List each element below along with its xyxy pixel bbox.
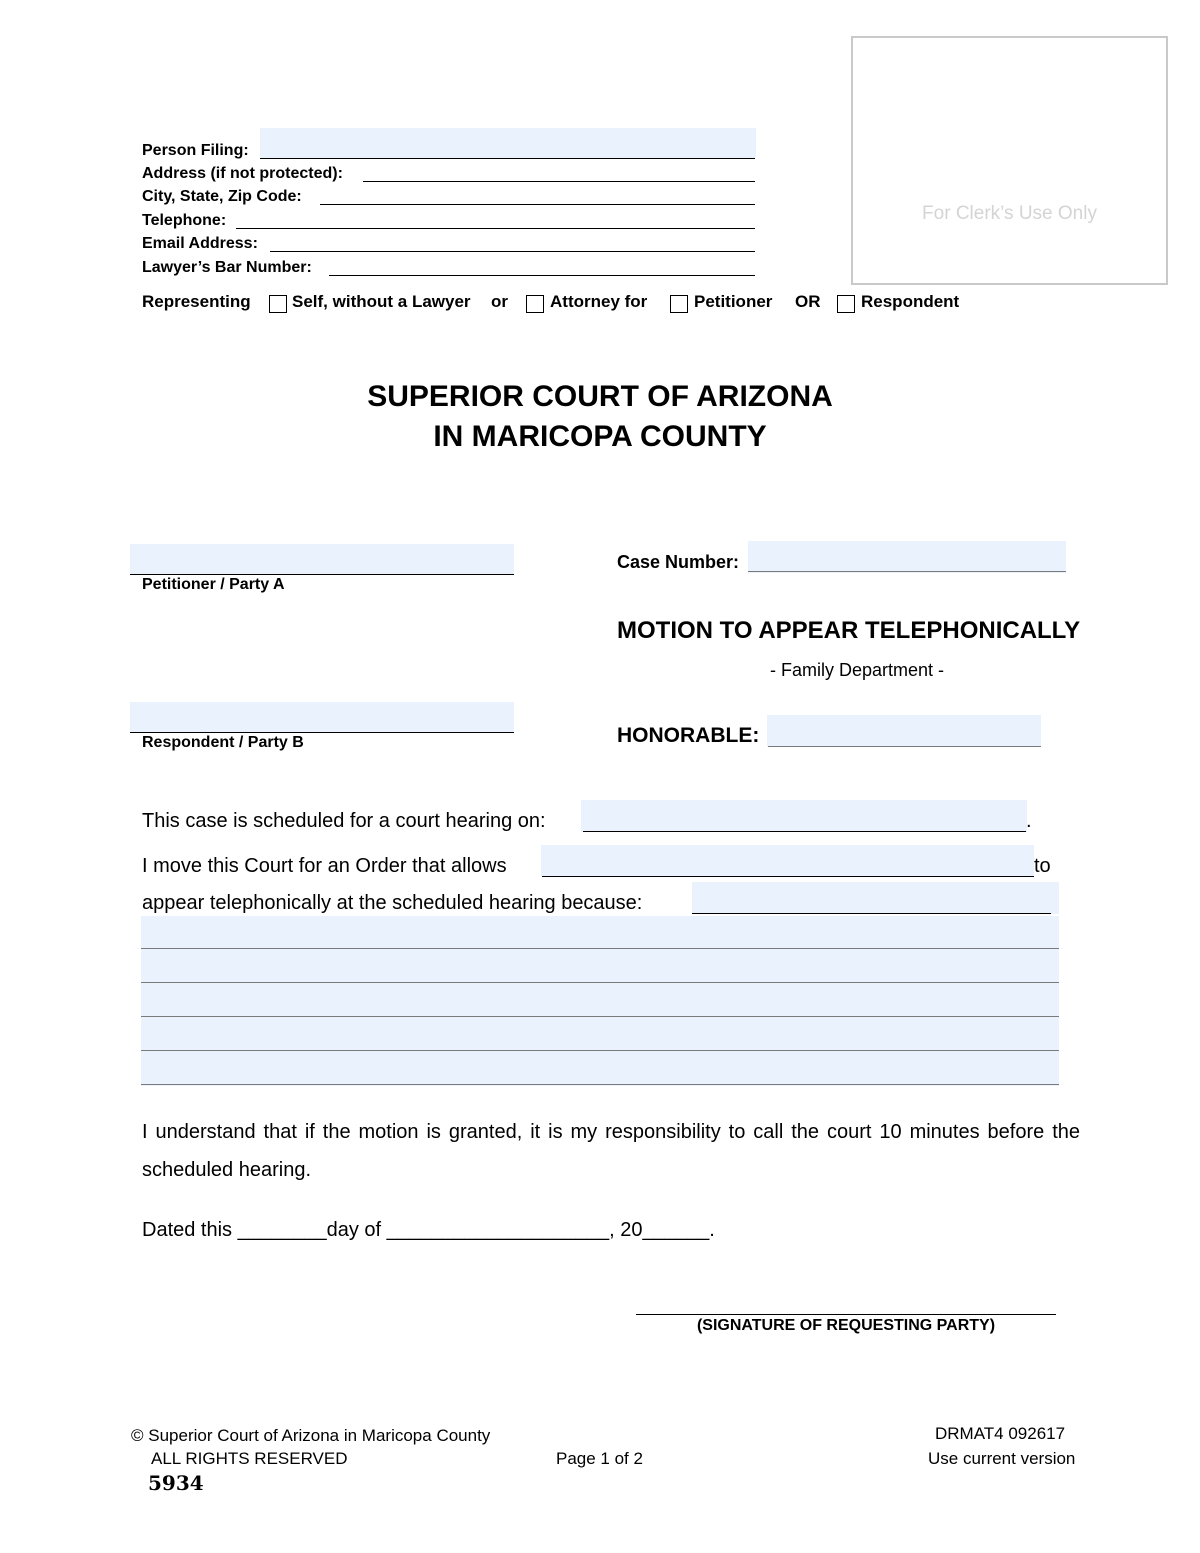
reason-line[interactable] bbox=[141, 1050, 1059, 1051]
signature-label: (SIGNATURE OF REQUESTING PARTY) bbox=[696, 1317, 996, 1334]
bar-number-label: Lawyer’s Bar Number: bbox=[142, 259, 312, 276]
court-title-line2: IN MARICOPA COUNTY bbox=[433, 420, 767, 453]
move-to-text: to bbox=[1034, 855, 1051, 877]
address-label: Address (if not protected): bbox=[142, 165, 343, 182]
party-allowed-line[interactable] bbox=[542, 876, 1034, 877]
representing-label: Representing bbox=[142, 292, 251, 311]
petitioner-field-bg[interactable] bbox=[130, 544, 514, 575]
footer-copyright: © Superior Court of Arizona in Maricopa County bbox=[131, 1426, 491, 1445]
party-allowed-field-bg[interactable] bbox=[541, 845, 1034, 877]
case-number-field-bg[interactable] bbox=[748, 541, 1066, 573]
or-label: or bbox=[491, 292, 508, 311]
hearing-date-line[interactable] bbox=[583, 831, 1026, 832]
reason-line[interactable] bbox=[141, 1084, 1059, 1085]
city-state-zip-line[interactable] bbox=[320, 204, 755, 205]
address-line[interactable] bbox=[363, 181, 755, 182]
department-label: - Family Department - bbox=[769, 660, 945, 680]
clerk-use-text: For Clerk’s Use Only bbox=[922, 203, 1097, 224]
petitioner-checkbox[interactable] bbox=[670, 295, 688, 313]
attorney-checkbox[interactable] bbox=[526, 295, 544, 313]
respondent-party-label: Respondent / Party B bbox=[142, 734, 304, 751]
self-checkbox[interactable] bbox=[269, 295, 287, 313]
form-number: 5934 bbox=[148, 1471, 204, 1495]
honorable-field-bg[interactable] bbox=[767, 715, 1041, 747]
petitioner-label: Petitioner bbox=[694, 292, 773, 311]
reason-field-bg[interactable] bbox=[141, 916, 1059, 1086]
reason-line[interactable] bbox=[141, 1016, 1059, 1017]
petitioner-line[interactable] bbox=[130, 574, 514, 575]
reason-line-first[interactable] bbox=[692, 913, 1051, 914]
hearing-text: This case is scheduled for a court hearing on: bbox=[142, 810, 546, 832]
understand-paragraph: I understand that if the motion is granted, it is my responsibility to call the court 10 minutes before the scheduled hearing. bbox=[142, 1121, 1080, 1181]
person-filing-label: Person Filing: bbox=[142, 142, 249, 159]
person-filing-line[interactable] bbox=[260, 158, 755, 159]
respondent-label: Respondent bbox=[861, 292, 960, 311]
respondent-checkbox[interactable] bbox=[837, 295, 855, 313]
footer-rights: ALL RIGHTS RESERVED bbox=[151, 1449, 348, 1468]
because-text: appear telephonically at the scheduled hearing because: bbox=[142, 892, 643, 914]
bar-number-line[interactable] bbox=[329, 275, 755, 276]
clerk-use-box bbox=[851, 36, 1168, 285]
email-line[interactable] bbox=[270, 251, 755, 252]
case-number-label: Case Number: bbox=[617, 552, 740, 572]
attorney-label: Attorney for bbox=[550, 292, 648, 311]
respondent-line[interactable] bbox=[130, 732, 514, 733]
reason-line[interactable] bbox=[141, 982, 1059, 983]
telephone-label: Telephone: bbox=[142, 212, 227, 229]
case-number-line[interactable] bbox=[748, 571, 1066, 572]
or-upper-label: OR bbox=[795, 292, 821, 311]
honorable-label: HONORABLE: bbox=[617, 724, 760, 747]
footer-page: Page 1 of 2 bbox=[556, 1449, 643, 1468]
person-filing-field-bg[interactable] bbox=[260, 128, 756, 158]
court-title-line1: SUPERIOR COURT OF ARIZONA bbox=[367, 380, 833, 413]
move-text: I move this Court for an Order that allows bbox=[142, 855, 507, 877]
self-label: Self, without a Lawyer bbox=[292, 292, 471, 311]
city-state-zip-label: City, State, Zip Code: bbox=[142, 188, 302, 205]
footer-form-code: DRMAT4 092617 bbox=[935, 1424, 1066, 1443]
reason-line[interactable] bbox=[141, 948, 1059, 949]
honorable-line[interactable] bbox=[768, 746, 1041, 747]
petitioner-label: Petitioner / Party A bbox=[142, 576, 285, 593]
reason-field-bg-first[interactable] bbox=[692, 882, 1059, 914]
hearing-date-field-bg[interactable] bbox=[581, 800, 1027, 832]
footer-version: Use current version bbox=[928, 1449, 1076, 1468]
signature-line[interactable] bbox=[636, 1314, 1056, 1315]
hearing-period: . bbox=[1026, 810, 1032, 832]
respondent-field-bg[interactable] bbox=[130, 702, 514, 733]
telephone-line[interactable] bbox=[236, 228, 755, 229]
email-label: Email Address: bbox=[142, 235, 258, 252]
motion-title: MOTION TO APPEAR TELEPHONICALLY bbox=[617, 617, 1081, 644]
dated-text: Dated this ________day of ____________________, 20______. bbox=[142, 1219, 715, 1241]
